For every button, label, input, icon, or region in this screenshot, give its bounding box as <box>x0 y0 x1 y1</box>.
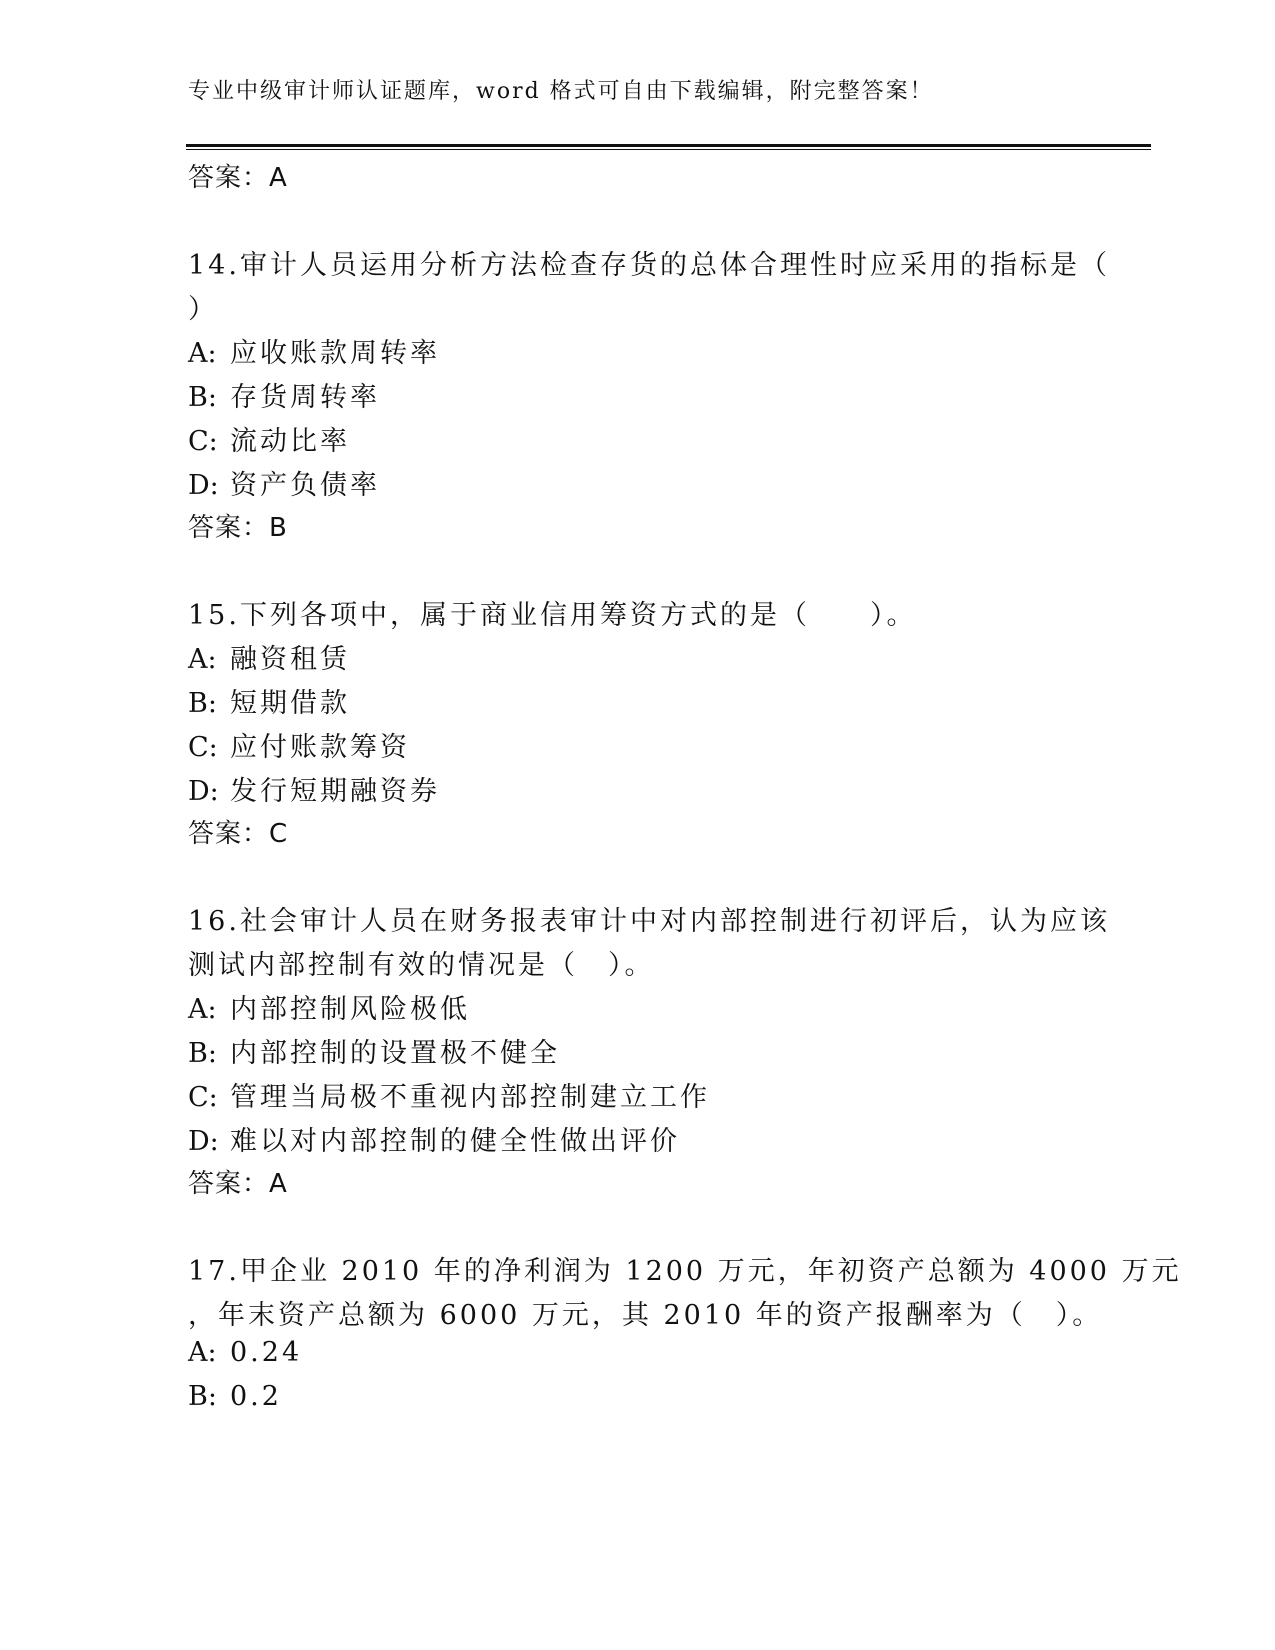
option-text: 管理当局极不重视内部控制建立工作 <box>230 1082 710 1113</box>
option-text: 应收账款周转率 <box>230 338 440 369</box>
option-c <box>188 419 350 458</box>
option-b <box>188 1381 282 1412</box>
question-16-text-cont: 测试内部控制有效的情况是（ ）。 <box>188 950 655 981</box>
option-b <box>188 681 350 720</box>
option-a <box>188 987 470 1026</box>
option-text: 融资租赁 <box>230 644 350 675</box>
option-label: A: <box>188 338 217 369</box>
option-d <box>188 769 440 808</box>
question-15-text: 15.下列各项中，属于商业信用筹资方式的是（ ）。 <box>188 600 917 631</box>
answer-line: 答案：C <box>188 819 289 849</box>
option-label: B: <box>188 1038 217 1069</box>
question-14-text: 14.审计人员运用分析方法检查存货的总体合理性时应采用的指标是（ <box>188 250 1110 281</box>
option-label: D: <box>188 1126 219 1157</box>
option-text: 内部控制风险极低 <box>230 994 470 1025</box>
question-14-text-cont: ） <box>188 294 218 325</box>
option-label: C: <box>188 426 218 457</box>
option-label: B: <box>188 1381 217 1412</box>
option-text: 0.2 <box>230 1381 282 1412</box>
option-text: 难以对内部控制的健全性做出评价 <box>230 1126 680 1157</box>
option-label: C: <box>188 1082 218 1113</box>
page-header: 专业中级审计师认证题库，word 格式可自由下载编辑，附完整答案！ <box>188 79 934 104</box>
option-a <box>188 637 350 676</box>
option-text: 资产负债率 <box>230 470 380 501</box>
option-d <box>188 463 380 502</box>
option-d <box>188 1119 680 1158</box>
option-text: 内部控制的设置极不健全 <box>230 1038 560 1069</box>
header-divider <box>186 144 1151 150</box>
question-17-text-cont: ，年末资产总额为 6000 万元，其 2010 年的资产报酬率为（ ）。 <box>188 1300 1103 1331</box>
option-label: B: <box>188 382 217 413</box>
option-text: 应付账款筹资 <box>230 732 410 763</box>
question-17-text: 17.甲企业 2010 年的净利润为 1200 万元，年初资产总额为 4000 万元 <box>188 1256 1182 1287</box>
option-label: A: <box>188 644 217 675</box>
option-label: A: <box>188 994 217 1025</box>
option-b <box>188 1031 560 1070</box>
option-a <box>188 331 440 370</box>
option-c <box>188 725 410 764</box>
option-text: 流动比率 <box>230 426 350 457</box>
question-16-text: 16.社会审计人员在财务报表审计中对内部控制进行初评后，认为应该 <box>188 906 1110 937</box>
option-a <box>188 1337 302 1368</box>
option-text: 存货周转率 <box>230 382 380 413</box>
option-c <box>188 1075 710 1114</box>
option-label: A: <box>188 1337 217 1368</box>
option-text: 0.24 <box>230 1337 303 1368</box>
option-label: B: <box>188 688 217 719</box>
answer-line: 答案：A <box>188 1169 288 1199</box>
answer-line: 答案：A <box>188 163 288 193</box>
option-label: C: <box>188 732 218 763</box>
option-label: D: <box>188 470 219 501</box>
option-text: 短期借款 <box>230 688 350 719</box>
option-text: 发行短期融资券 <box>230 776 440 807</box>
option-b <box>188 375 380 414</box>
option-label: D: <box>188 776 219 807</box>
answer-line: 答案：B <box>188 513 288 543</box>
